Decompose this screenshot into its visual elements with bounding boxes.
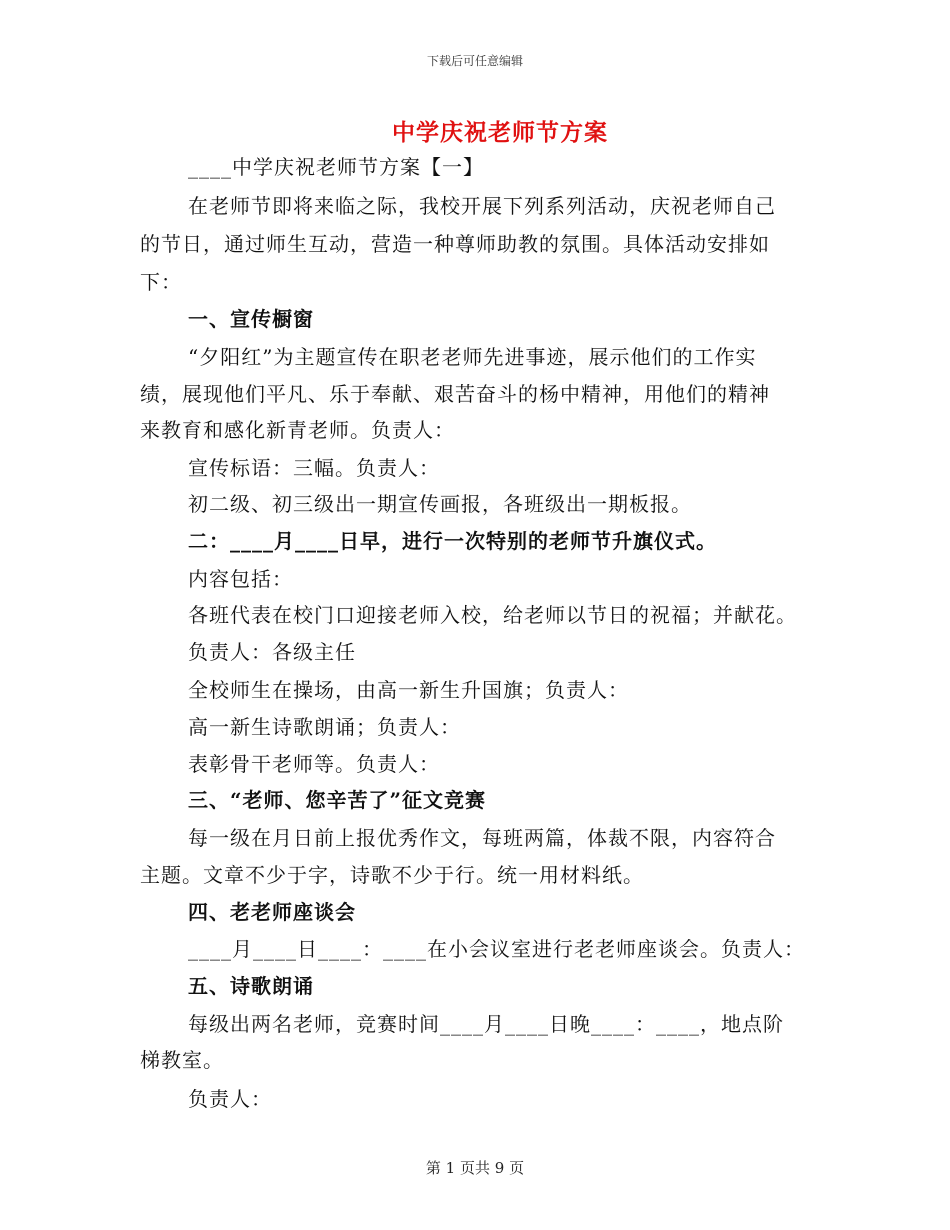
paragraph-line: ____中学庆祝老师节方案【一】 (188, 155, 484, 179)
page-indicator: 第 1 页共 9 页 (425, 1159, 525, 1177)
paragraph-line: 全校师生在操场，由高一新生升国旗；负责人： (188, 678, 629, 702)
paragraph-line: 的节日，通过师生互动，营造一种尊师助教的氛围。具体活动安排如 (140, 232, 770, 256)
paragraph-line: 下： (140, 270, 182, 294)
section-heading: 一、宣传橱窗 (188, 307, 314, 331)
paragraph-line: ____月____日____：____在小会议室进行老老师座谈会。负责人： (188, 937, 805, 961)
paragraph-line: 梯教室。 (140, 1048, 224, 1072)
paragraph-line: 各班代表在校门口迎接老师入校，给老师以节日的祝福；并献花。 (188, 603, 797, 627)
section-heading: 五、诗歌朗诵 (188, 974, 314, 998)
section-heading: 三、“老师、您辛苦了”征文竞赛 (188, 788, 487, 812)
paragraph-line: 每一级在月日前上报优秀作文，每班两篇，体裁不限，内容符合 (188, 826, 776, 850)
document-title: 中学庆祝老师节方案 (392, 119, 608, 146)
paragraph-line: 每级出两名老师，竞赛时间____月____日晚____：____，地点阶 (188, 1012, 784, 1036)
paragraph-line: 初二级、初三级出一期宣传画报，各班级出一期板报。 (188, 492, 692, 516)
paragraph-line: 表彰骨干老师等。负责人： (188, 752, 440, 776)
paragraph-line: 在老师节即将来临之际，我校开展下列系列活动，庆祝老师自己 (188, 194, 776, 218)
paragraph-line: 负责人：各级主任 (188, 640, 356, 664)
paragraph-line: 负责人： (188, 1087, 272, 1111)
paragraph-line: 主题。文章不少于字，诗歌不少于行。统一用材料纸。 (140, 863, 644, 887)
section-heading: 二：____月____日早，进行一次特别的老师节升旗仪式。 (188, 529, 717, 553)
paragraph-line: 高一新生诗歌朗诵；负责人： (188, 715, 461, 739)
paragraph-line: 内容包括： (188, 567, 293, 591)
section-heading: 四、老老师座谈会 (188, 900, 356, 924)
paragraph-line: 绩，展现他们平凡、乐于奉献、艰苦奋斗的杨中精神，用他们的精神 (140, 382, 770, 406)
paragraph-line: “夕阳红”为主题宣传在职老老师先进事迹，展示他们的工作实 (188, 345, 757, 369)
paragraph-line: 来教育和感化新青老师。负责人： (140, 418, 455, 442)
header-note: 下载后可任意编辑 (426, 54, 523, 68)
paragraph-line: 宣传标语：三幅。负责人： (188, 456, 440, 480)
